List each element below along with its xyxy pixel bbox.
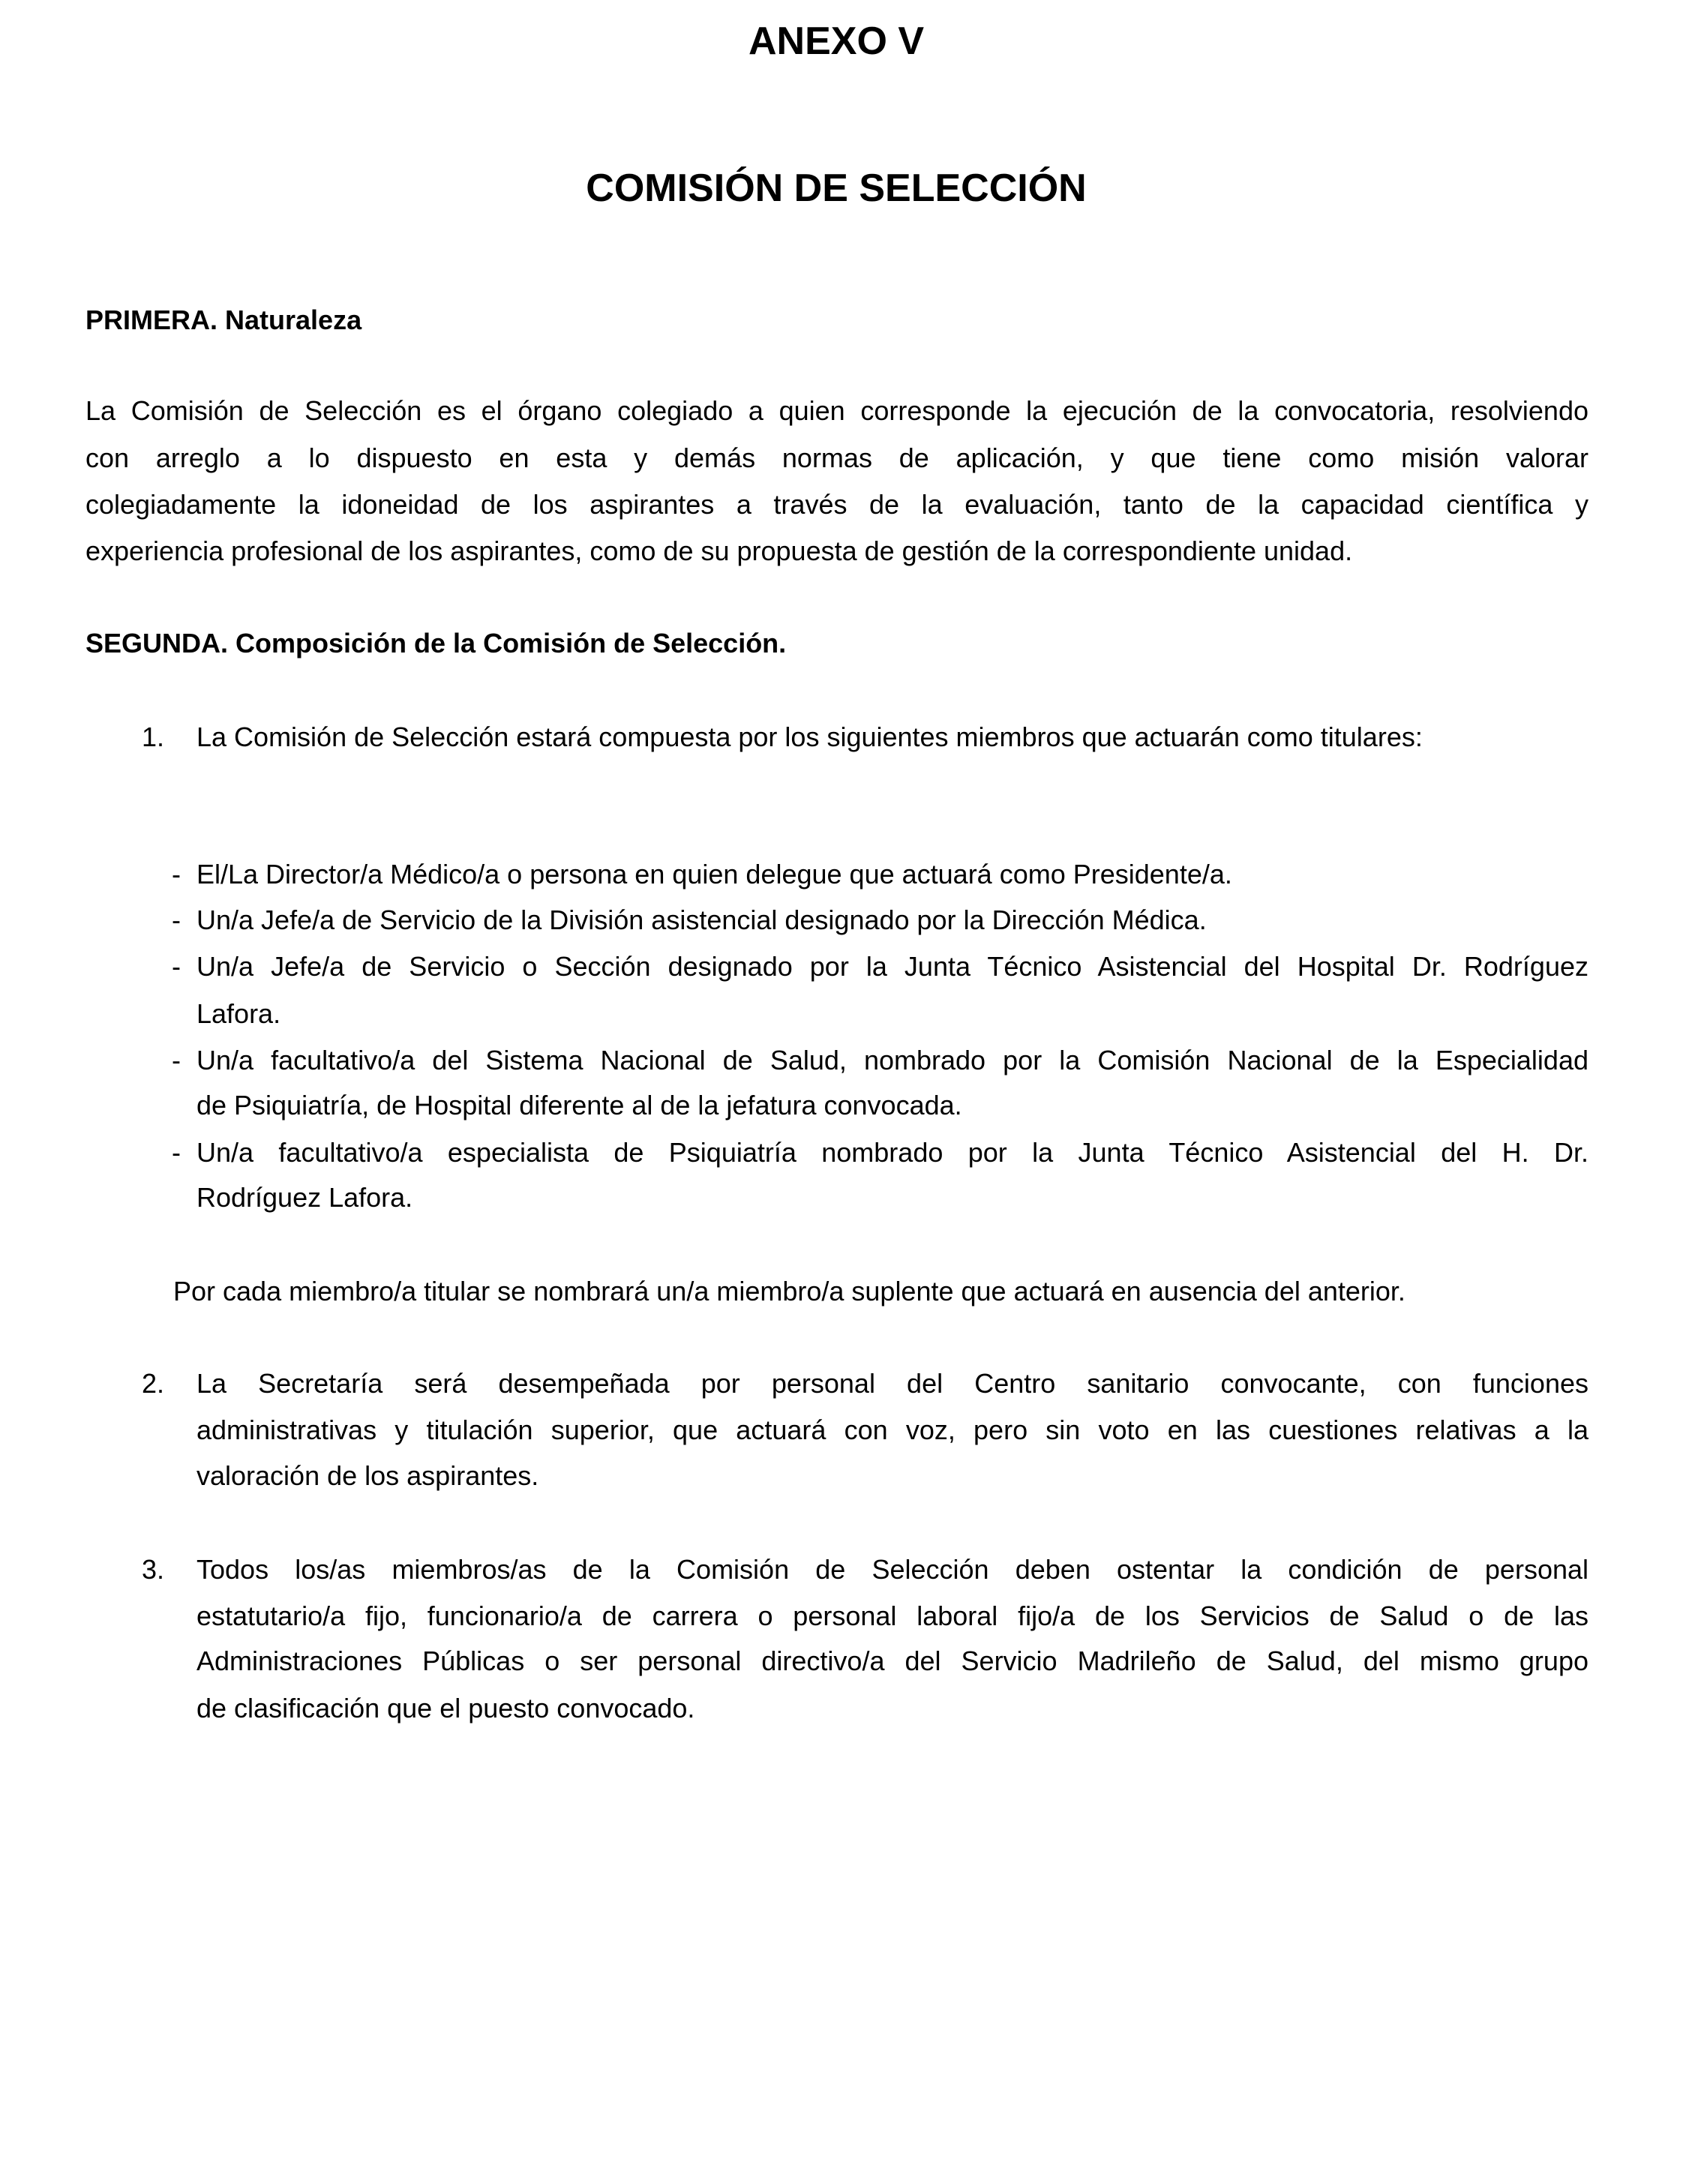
member-dash: -	[172, 951, 181, 982]
item-text: La Comisión de Selección estará compuesta por los siguientes miembros que actuarán como titulares:	[196, 722, 1423, 752]
member-dash: -	[172, 1045, 181, 1076]
document-title: COMISIÓN DE SELECCIÓN	[586, 166, 1087, 210]
item-number: 2.	[142, 1368, 165, 1399]
item-line: La Secretaría será desempeñada por personal del Centro sanitario convocante, con funciones	[196, 1368, 1588, 1399]
member-line: Un/a facultativo/a del Sistema Nacional de Salud, nombrado por la Comisión Nacional de la Especialidad	[196, 1045, 1588, 1076]
section-primera-heading: PRIMERA. Naturaleza	[86, 304, 362, 335]
member-line: Rodríguez Lafora.	[196, 1182, 413, 1213]
item-number: 1.	[142, 722, 165, 752]
item-number: 3.	[142, 1554, 165, 1585]
item-line: valoración de los aspirantes.	[196, 1460, 539, 1491]
section-segunda-heading: SEGUNDA. Composición de la Comisión de Selección.	[86, 628, 787, 658]
paragraph-line: con arreglo a lo dispuesto en esta y demás normas de aplicación, y que tiene como misión valorar	[86, 442, 1588, 473]
member-line: El/La Director/a Médico/a o persona en quien delegue que actuará como Presidente/a.	[196, 859, 1232, 890]
member-dash: -	[172, 859, 181, 890]
member-line: Lafora.	[196, 998, 281, 1029]
member-line: Un/a Jefe/a de Servicio de la División asistencial designado por la Dirección Médica.	[196, 904, 1207, 935]
member-line: Un/a facultativo/a especialista de Psiquiatría nombrado por la Junta Técnico Asistencial del H. Dr.	[196, 1137, 1588, 1168]
member-dash: -	[172, 904, 181, 935]
item-line: estatutario/a fijo, funcionario/a de carrera o personal laboral fijo/a de los Servicios de Salud o de las	[196, 1600, 1588, 1631]
item-line: Administraciones Públicas o ser personal directivo/a del Servicio Madrileño de Salud, del mismo grupo	[196, 1646, 1588, 1676]
member-line: de Psiquiatría, de Hospital diferente al de la jefatura convocada.	[196, 1090, 962, 1120]
annex-title: ANEXO V	[748, 20, 925, 63]
suplente-text: Por cada miembro/a titular se nombrará un/a miembro/a suplente que actuará en ausencia del anterior.	[173, 1276, 1406, 1306]
paragraph-line: experiencia profesional de los aspirantes, como de su propuesta de gestión de la correspondiente unidad.	[86, 536, 1353, 566]
item-line: administrativas y titulación superior, que actuará con voz, pero sin voto en las cuestiones relativas a la	[196, 1414, 1588, 1445]
member-dash: -	[172, 1137, 181, 1168]
item-line: Todos los/as miembros/as de la Comisión de Selección deben ostentar la condición de personal	[196, 1554, 1588, 1585]
member-line: Un/a Jefe/a de Servicio o Sección designado por la Junta Técnico Asistencial del Hospital Dr. Rodríguez	[196, 951, 1588, 982]
item-line: de clasificación que el puesto convocado.	[196, 1693, 695, 1724]
paragraph-line: La Comisión de Selección es el órgano colegiado a quien corresponde la ejecución de la convocatoria, resolviendo	[86, 395, 1588, 426]
paragraph-line: colegiadamente la idoneidad de los aspirantes a través de la evaluación, tanto de la capacidad científica y	[86, 489, 1588, 520]
